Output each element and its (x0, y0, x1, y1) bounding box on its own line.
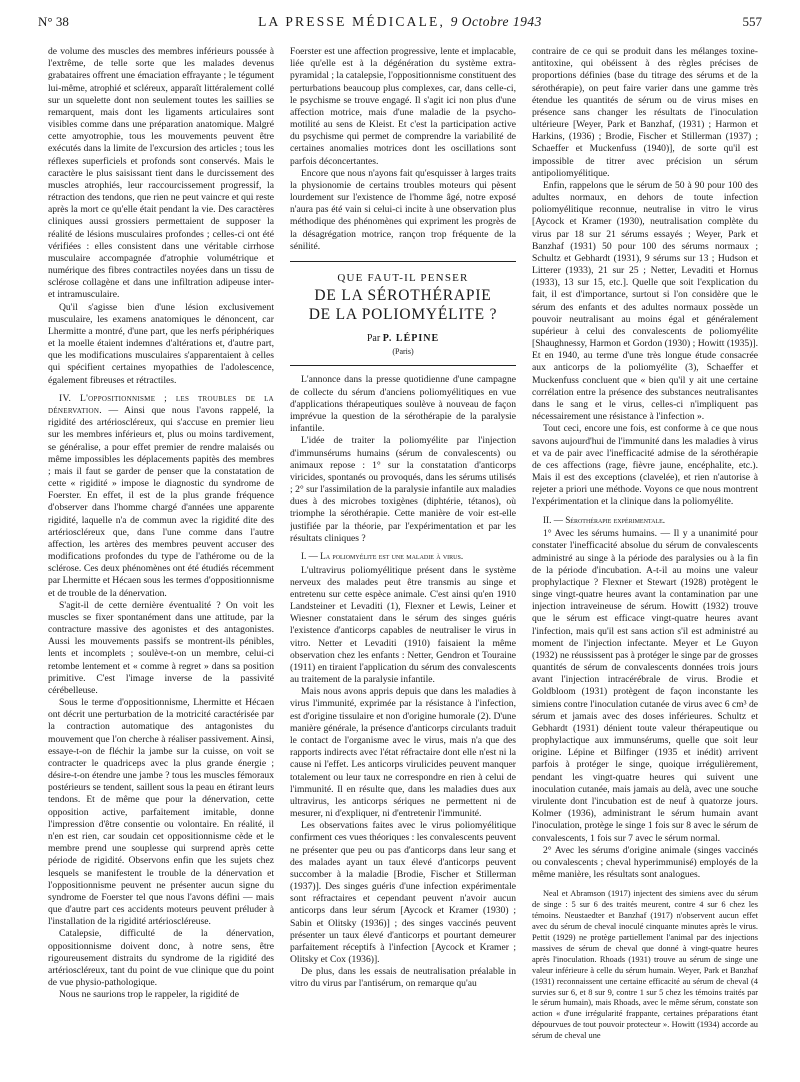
page-header (38, 14, 762, 36)
divider (290, 261, 516, 262)
paragraph: Catalepsie, difficulté de la dénervation, oppositionnisme doivent donc, à notre sens, être rigoureusement distraits du syndrome de la rigidité des artérioscléreux, tant du point de vue clinique que du point de vue physio-pathologique. (48, 928, 274, 989)
column-2 (290, 46, 516, 1068)
paragraph: Les observations faites avec le virus poliomyélitique confirment ces vues théoriques : les convalescents peuvent ne présenter que peu ou pas d'anticorps dans leur sang et des malades ayant un taux élevé d'anticorps peuvent succomber à la maladie [Brodie, Fischer et Stillerman (1937)]. Des singes guéris d'une infection expérimentale sont réfractaires et cependant peuvent n'avoir aucun anticorps dans leur sérum [Aycock et Kramer (1930) ; Sabin et Olitsky (1936)] ; des singes vaccinés peuvent présenter un taux élevé d'anticorps et pourtant demeurer parfaitement réceptifs à l'infection [Aycock et Kramer ; Olitsky et Cox (1936)]. (290, 820, 516, 966)
title-line-1: DE LA SÉROTHÉRAPIE (314, 286, 492, 304)
issue-number: N° 38 (38, 14, 69, 29)
column-1 (48, 46, 274, 1068)
paragraph: L'annonce dans la presse quotidienne d'une campagne de collecte du sérum d'anciens poliomyélitiques en vue d'applications thérapeutiques soulève à nouveau de façon imprévue la question de la sérothérapie de la paralysie infantile. (290, 374, 516, 435)
issue-date: 9 Octobre 1943 (450, 14, 542, 29)
author-line (290, 333, 516, 346)
paragraph: Enfin, rappelons que le sérum de 50 à 90 pour 100 des adultes normaux, en dehors de toute infection poliomyélitique reconnue, neutralise in vitro le virus [Aycock et Kramer (1930), neutralisation complète du virus par 18 sur 21 sérums essayés ; Weyer, Park et Banzhaf (1931) 50 pour 100 des sérums normaux ; Schultz et Gebhardt (1931), 9 sérums sur 13 ; Hudson et Litterer (1933), 21 sur 25 ; Netter, Levaditi et Hornus (1933), 13 sur 15, etc.]. Quelle que soit l'explication du fait, il est d'importance, surtout si l'on considère que le sérum des enfants et des adultes normaux possède un pouvoir neutralisant au moins égal et généralement supérieur à celui des convalescents de poliomyélite [Shaughnessy, Harmon et Gordon (1930) ; Howitt (1935)]. Et en 1940, au terme d'une très longue étude consacrée aux anticorps de la poliomyélite (3), Schaeffer et Muckenfuss concluent que « bien qu'il y ait une certaine corrélation entre la présence des substances neutralisantes dans le sang et le virus, celles-ci n'impliquent pas nécessairement une résistance à l'infection ». (532, 179, 758, 423)
small-print-paragraph: Neal et Abramson (1917) injectent des simiens avec du sérum de singe : 5 sur 6 des traités meurent, contre 4 sur 6 chez les témoins. Neustaedter et Banzhaf (1917) n'observent aucun effet avec du sérum de cheval inoculé cinquante minutes après le virus. Pettit (1929) ne protège partiellement l'animal par des injections massives de sérum de cheval que donné à vingt-quatre heures après l'inoculation. Rhoads (1931) trouve au sérum de singe une valeur inférieure à celle du sérum humain. Weyer, Park et Banzhaf (1931) reconnaissent une certaine efficacité au sérum de cheval (4 survies sur 6, et 8 sur 9, contre 1 sur 5 chez les témoins traités par le sérum humain), mais Rhoads, avec le même sérum, constate son action « d'une irrégularité frappante, certaines préparations étant dépourvues de tout pouvoir protecteur ». Howitt (1934) accorde au sérum de cheval une (532, 889, 758, 1041)
section-heading: I. — La poliomyélite est une maladie à virus. (301, 550, 464, 561)
paragraph: Encore que nous n'ayons fait qu'esquisser à larges traits la physionomie de certains troubles moteurs qui pèsent lourdement sur l'existence de l'homme âgé, notre exposé n'aura pas été vain si celui-ci incite à une observation plus méthodique des phénomènes qui expriment les progrès de la désagrégation motrice, rançon trop fréquente de la sénilité. (290, 167, 516, 252)
paragraph: Sous le terme d'oppositionnisme, Lhermitte et Hécaen ont décrit une perturbation de la motricité caractérisée par la contraction automatique des antagonistes du mouvement que l'on cherche à réaliser passivement. Ainsi, essaye-t-on de fléchir la jambe sur la cuisse, on voit se contracter le quadriceps avec la plus grande énergie ; désire-t-on étendre une jambe ? tous les muscles fémoraux postérieurs se tendent, saillent sous la peau en étirant leurs tendons. Et de même que pour la dénervation, cette opposition active, parfaitement imitable, donne l'impression d'être consentie ou volontaire. En réalité, il n'en est rien, car soudain cet oppositionnisme cède et le membre prend une souplesse qui surprend après cette période de rigidité. Observons enfin que les sujets chez lesquels se manifestent le trouble de la dénervation et l'oppositionnisme peuvent ne présenter aucun signe du syndrome de Foerster tel que nous l'avons défini — mais que d'autre part ces accidents moteurs peuvent préluder à l'installation de la rigidité artérioscléreuse. (48, 697, 274, 928)
section-heading: IV. L'oppositionnisme ; les troubles de la dénervation. (48, 392, 274, 416)
paragraph: de volume des muscles des membres inférieurs poussée à l'extrême, de telle sorte que les malades devenus grabataires offrent une émaciation effrayante ; le tégument lui-même, atrophié et scléreux, apparaît littéralement collé sur un squelette dont non seulement toutes les saillies se remarquent, mais dont les ligaments articulaires sont visibles comme dans une préparation anatomique. Malgré cette amyotrophie, tous les mouvements peuvent être exécutés dans la limite de l'excursion des articles ; tous les réflexes superficiels et profonds sont conservés. Mais le caractère le plus saisissant tient dans le durcissement des muscles atrophiés, leur raccourcissement progressif, la rétraction des tendons, que rien ne peut vaincre et qui reste après la mort ce qu'elle était pendant la vie. Des caractères cliniques aussi grossiers permettaient de supposer la réalité de lésions musculaires profondes ; celles-ci ont été vérifiées : elles consistent dans une véritable cirrhose musculaire accompagnée d'atrophie volumétrique et numérique des fibres contractiles noyées dans un tissu de sclérose collagène et dans une infiltration adipeuse inter- et intramusculaire. (48, 46, 274, 301)
article-title-block (290, 272, 516, 358)
page-number: 557 (742, 14, 762, 29)
paragraph: L'ultravirus poliomyélitique présent dans le système nerveux des malades peut être transmis au singe et entretenu sur cette espèce animale. C'est ainsi qu'en 1910 Landsteiner et Levaditi (1), Flexner et Lewis, Leiner et Wiesner constataient dans le sérum des singes guéris l'existence d'anticorps capables de neutraliser le virus in vitro. Netter et Levaditi (1910) faisaient la même observation chez les enfants : Netter, Gendron et Touraine (1911) en tiraient l'application du sérum des convalescents au traitement de la paralysie infantile. (290, 564, 516, 686)
title-kicker: QUE FAUT-IL PENSER (337, 271, 469, 284)
section-paragraph (48, 393, 274, 600)
author-name: P. LÉPINE (382, 332, 440, 344)
paragraph: 1° Avec les sérums humains. — Il y a unanimité pour constater l'inefficacité absolue du sérum de convalescents administré au singe à la période des paralysies ou à la fin de la période d'incubation. A-t-il au moins une valeur prophylactique ? Flexner et Stewart (1928) protègent le singe vingt-quatre heures avant la contamination par une injection intraveineuse de sérum. Howitt (1932) trouve que le sérum est efficace vingt-quatre heures avant l'infection, mais qu'il est sans action s'il est administré au moment de l'injection infectante. Meyer et Le Guyon (1932) ne réussissent pas à protéger le singe par de grosses quantités de sérum de convalescents données trois jours avant l'injection intracérébrale de virus. Brodie et Goldbloom (1931) protègent de façon inconstante les simiens contre l'inoculation cutanée de virus avec 6 cm³ de sérum et jamais avec des doses inférieures. Schultz et Gebhardt (1931) dénient toute valeur thérapeutique ou prophylactique aux immunsérums, quelle que soit leur origine. Lépine et Bilfinger (1935 et inédit) arrivent parfois à protéger le singe, quoique irrégulièrement, pendant les vingt-quatre heures qui suivent une inoculation cutanée, mais jamais au delà, avec une souche virulente dont l'incubation est de neuf à quatorze jours. Kolmer (1936), administrant le sérum humain avant l'inoculation, protège le singe 1 fois sur 8 avec le sérum de convalescents, 1 fois sur 7 avec le sérum normal. (532, 528, 758, 844)
paragraph: contraire de ce qui se produit dans les mélanges toxine-antitoxine, qui obéissent à des règles précises de proportions définies (base du titrage des sérums et de la sérothérapie), on peut faire varier dans une gamme très étendue les quantités de sérum ou de virus mises en présence sans changer les résultats de l'inoculation ultérieure [Weyer, Park et Banzhaf, (1931) ; Harmon et Harkins, (1936) ; Brodie, Fischer et Stillerman (1937) ; Schaeffer et Muckenfuss (1940)], de sorte qu'il est impossible de titrer avec précision un sérum antipoliomyélitique. (532, 46, 758, 179)
section-heading: II. — Sérothérapie expérimentale. (543, 514, 666, 525)
paragraph: Foerster est une affection progressive, lente et implacable, liée qu'elle est à la dégénération du système extra-pyramidal ; la catalepsie, l'oppositionnisme constituent des perturbations beaucoup plus complexes, car, dans celle-ci, le psychisme se trouve engagé. Il s'agit ici non plus d'une affection motrice, mais d'une maladie de la psycho-motilité au sens de Kleist. Et c'est la participation active du psychisme qui permet de comprendre la variabilité de certaines anomalies motrices dont les oscillations sont parfois déconcertantes. (290, 46, 516, 167)
paragraph: Nous ne saurions trop le rappeler, la rigidité de (59, 989, 239, 1001)
journal-name: LA PRESSE MÉDICALE, (258, 14, 446, 29)
article-columns (48, 46, 760, 1068)
title-line-2: DE LA POLIOMYÉLITE ? (308, 306, 498, 324)
paragraph: De plus, dans les essais de neutralisation préalable in vitro du virus par l'antisérum, on remarque qu'au (290, 966, 516, 990)
column-3 (532, 46, 758, 1068)
running-title (158, 14, 642, 30)
paragraph: L'idée de traiter la poliomyélite par l'injection d'immunsérums humains (sérum de convalescents) ou animaux repose : 1° sur la constatation d'anticorps viricides, spontanés ou provoqués, dans les sérums utilisés ; 2° sur l'assimilation de la paralysie infantile aux maladies dues à des microbes toxigènes (diphtérie, tétanos), où triomphe la sérothérapie. Cette manière de voir est-elle justifiée par la théorie, par l'expérimentation et par les résultats cliniques ? (290, 435, 516, 544)
author-affiliation: (Paris) (392, 347, 414, 357)
spacer (532, 881, 758, 889)
paragraph: Tout ceci, encore une fois, est conforme à ce que nous savons aujourd'hui de l'immunité dans les maladies à virus et va de pair avec l'inefficacité admise de la sérothérapie de ces affections (rage, fièvre jaune, encéphalite, etc.). Mais il est des exceptions (clavelée), et rien n'autorise à rejeter a priori une méthode. Voyons ce que nous montrent l'expérimentation et la clinique dans la poliomyélite. (532, 423, 758, 508)
paragraph: S'agit-il de cette dernière éventualité ? On voit les muscles se fixer spontanément dans une attitude, par la contracture massive des agonistes et des antagonistes. Aussi les mouvements passifs se montrent-ils pénibles, lents et incomplets ; soulève-t-on un membre, celui-ci retombe lentement et « comme à regret » dans sa position primitive. C'est l'image inverse de la passivité cérébelleuse. (48, 599, 274, 696)
paragraph: Mais nous avons appris depuis que dans les maladies à virus l'immunité, exprimée par la résistance à l'infection, est d'origine tissulaire et non d'origine humorale (2). D'une manière générale, la présence d'anticorps circulants traduit le contact de l'organisme avec le virus, mais n'a que des rapports indirects avec l'état réfractaire dont elle n'est ni la cause ni l'effet. Les anticorps virulicides peuvent manquer totalement ou leur taux ne correspondre en rien à celui de l'immunité. Il en résulte que, dans les maladies dues aux ultravirus, les anticorps sériques ne permettent ni de mesurer, ni d'expliquer, ni d'entretenir l'immunité. (290, 686, 516, 820)
paragraph-text: — Ainsi que nous l'avons rappelé, la rigidité des artérioscléreux, qui s'accuse en premier lieu sur les membres inférieurs et, plus ou moins tardivement, se généralise, a pour effet premier de rendre malaisés ou même impossibles les déplacements papitès des membres ; mais il faut se garder de penser que la constatation de cette « rigidité » impose le diagnostic du syndrome de Foerster. En effet, il est de la plus grande fréquence d'observer dans l'homme chargé d'années une apparente rigidité, laquelle n'a de commun avec la rigidité dite des artérioscléreux que, dans l'une comme dans l'autre affection, les artères des membres peuvent accuser des modifications profondes du type de l'athérome ou de la sclérose. Ces deux phénomènes ont été étudiés récemment par Lhermitte et Hécaen sous les termes d'oppositionnisme et de trouble de la dénervation. (48, 404, 274, 599)
paragraph: Qu'il s'agisse bien d'une lésion exclusivement musculaire, les examens anatomiques le dénoncent, car Lhermitte a montré, d'une part, que les nerfs périphériques et la moelle étaient indemnes d'altérations et, d'autre part, que les modifications musculaires s'apparentaient à celles qui spécifient certaines myopathies de l'adolescence, également fibreuses et rétractiles. (48, 301, 274, 386)
author-prefix: Par (366, 332, 381, 344)
paragraph: 2° Avec les sérums d'origine animale (singes vaccinés ou convalescents ; cheval hyperimmunisé) employés de la même manière, les résultats sont analogues. (532, 844, 758, 881)
divider (290, 365, 516, 366)
